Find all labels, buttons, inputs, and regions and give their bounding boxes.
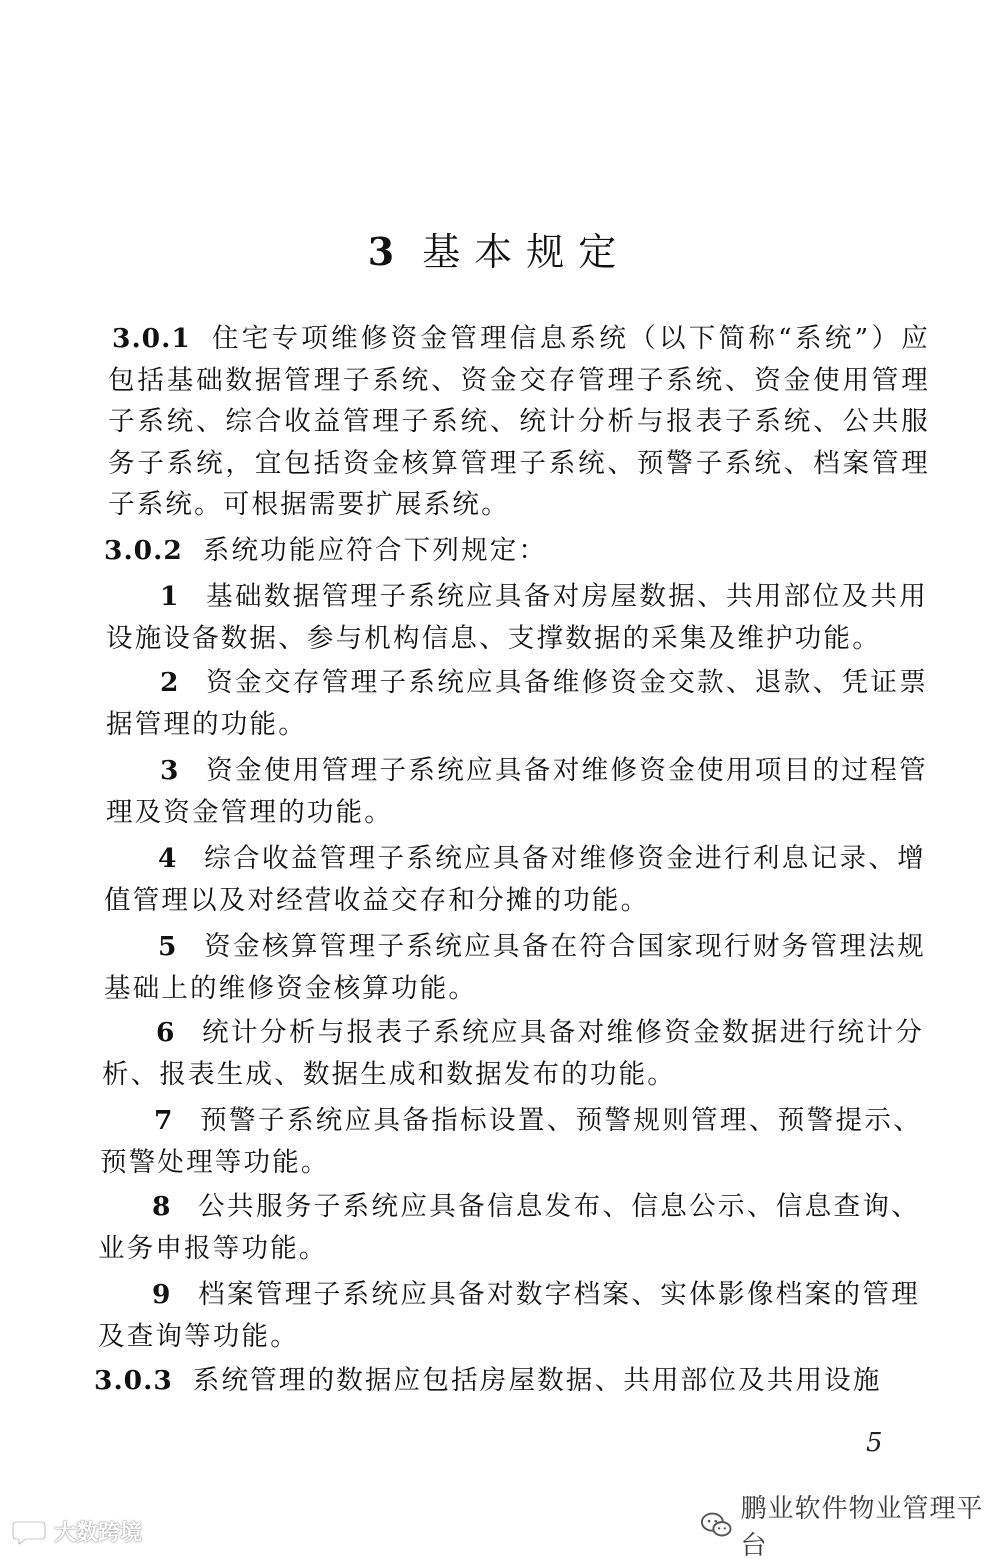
item-number: 7	[154, 1105, 175, 1136]
list-item-7	[100, 1100, 922, 1183]
clause-number: 3.0.3	[94, 1365, 173, 1396]
list-item-2	[106, 662, 928, 745]
clause-3-0-1	[108, 318, 930, 526]
list-item-1	[106, 576, 928, 659]
item-text: 资金使用管理子系统应具备对维修资金使用项目的过程管理及资金管理的功能。	[106, 755, 928, 828]
clause-text: 系统管理的数据应包括房屋数据、共用部位及共用设施	[192, 1365, 882, 1396]
list-item-5	[104, 926, 926, 1009]
watermark-left	[12, 1516, 142, 1547]
chapter-title-text: 基本规定	[422, 230, 631, 275]
clause-text: 住宅专项维修资金管理信息系统（以下简称“系统”）应包括基础数据管理子系统、资金交存管理子系统、资金使用管理子系统、综合收益管理子系统、统计分析与报表子系统、公共服务子系统，宜包括资金核算管理子系统、预警子系统、档案管理子系统。可根据需要扩展系统。	[108, 323, 930, 520]
watermark-right	[700, 1488, 998, 1562]
clause-number: 3.0.2	[104, 535, 183, 566]
item-text: 档案管理子系统应具备对数字档案、实体影像档案的管理及查询等功能。	[98, 1279, 920, 1352]
chapter-number: 3	[367, 229, 395, 275]
clause-3-0-3	[94, 1360, 916, 1402]
watermark-right-text: 鹏业软件物业管理平台	[740, 1494, 984, 1561]
item-number: 9	[152, 1279, 173, 1310]
item-text: 统计分析与报表子系统应具备对维修资金数据进行统计分析、报表生成、数据生成和数据发布的功能。	[102, 1017, 924, 1090]
item-text: 公共服务子系统应具备信息发布、信息公示、信息查询、业务申报等功能。	[98, 1191, 920, 1264]
item-text: 基础数据管理子系统应具备对房屋数据、共用部位及共用设施设备数据、参与机构信息、支撑数据的采集及维护功能。	[106, 581, 928, 654]
chapter-title	[0, 221, 998, 276]
item-number: 6	[156, 1017, 177, 1048]
item-number: 3	[160, 755, 181, 786]
clause-3-0-2	[104, 530, 926, 572]
watermark-left-text: 大数跨境	[54, 1521, 143, 1546]
item-text: 综合收益管理子系统应具备对维修资金进行利息记录、增值管理以及对经营收益交存和分摊的功能。	[104, 843, 926, 916]
clause-number: 3.0.1	[112, 323, 191, 354]
item-text: 预警子系统应具备指标设置、预警规则管理、预警提示、预警处理等功能。	[100, 1105, 922, 1178]
page-number: 5	[866, 1428, 883, 1458]
item-number: 1	[160, 581, 181, 612]
item-text: 资金核算管理子系统应具备在符合国家现行财务管理法规基础上的维修资金核算功能。	[104, 931, 926, 1004]
list-item-4	[104, 838, 926, 921]
list-item-3	[106, 750, 928, 833]
item-number: 4	[158, 843, 179, 874]
item-number: 2	[160, 667, 181, 698]
chat-bubble-icon	[12, 1518, 48, 1546]
wechat-icon	[700, 1510, 732, 1540]
item-number: 5	[158, 931, 179, 962]
item-text: 资金交存管理子系统应具备维修资金交款、退款、凭证票据管理的功能。	[106, 667, 928, 740]
clause-text: 系统功能应符合下列规定：	[202, 535, 548, 566]
list-item-8	[98, 1186, 920, 1269]
item-number: 8	[152, 1191, 173, 1222]
list-item-6	[102, 1012, 924, 1095]
list-item-9	[98, 1274, 920, 1357]
